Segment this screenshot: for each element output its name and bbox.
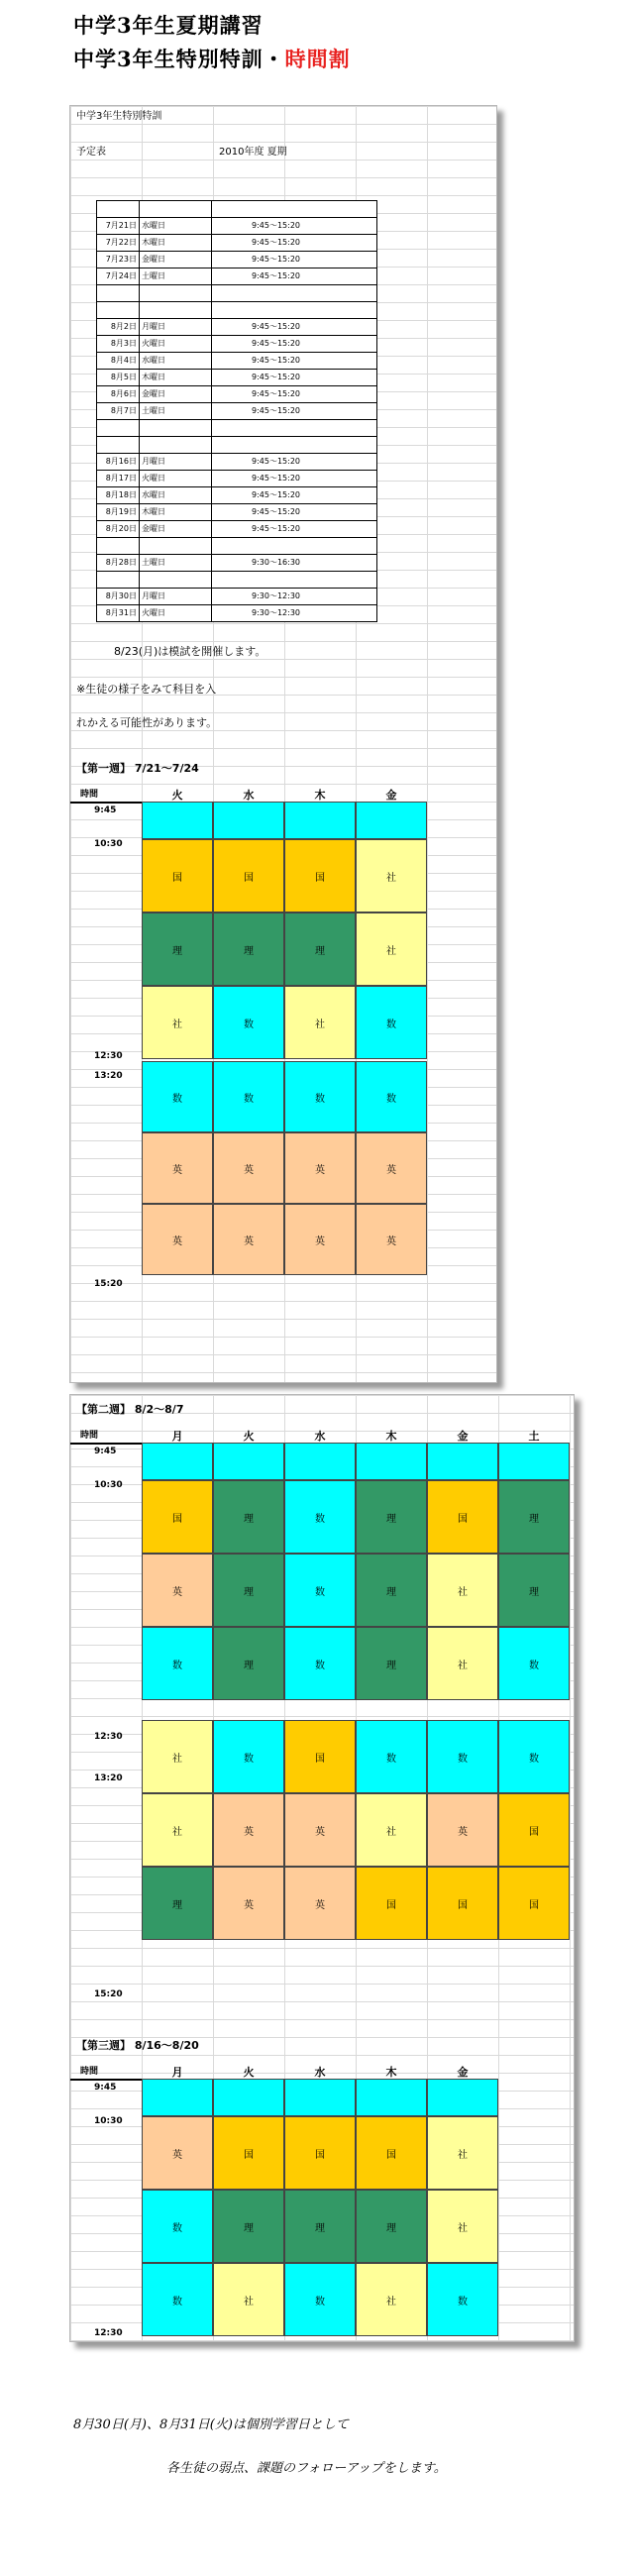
schedule-row <box>97 336 377 353</box>
day-header: 金 <box>385 789 397 802</box>
subject-cell: 理 <box>213 1480 284 1554</box>
schedule-date: 8月18日 <box>97 487 140 504</box>
subject-cell: 国 <box>284 839 356 912</box>
time-label: 9:45 <box>94 2083 117 2093</box>
schedule-day: 火曜日 <box>140 471 212 487</box>
subject-cell: 社 <box>427 2116 498 2190</box>
schedule-row <box>97 201 377 218</box>
week2-timetable <box>70 1395 574 2009</box>
schedule-date <box>97 302 140 319</box>
subject-cell: 理 <box>284 2190 356 2263</box>
schedule-row <box>97 437 377 454</box>
time-label: 12:30 <box>94 1051 123 1061</box>
schedule-time <box>212 302 377 319</box>
time-label: 15:20 <box>94 1279 123 1289</box>
subject-cell: 数 <box>142 1061 213 1132</box>
subject-cell: 英 <box>142 1204 213 1275</box>
subject-cell: 英 <box>427 1793 498 1867</box>
subject-cell: 理 <box>142 912 213 986</box>
schedule-date: 8月30日 <box>97 589 140 605</box>
header-title-2-main: 中学3年生特別特訓・ <box>73 47 285 71</box>
subject-cell: 理 <box>356 1627 427 1700</box>
schedule-time: 9:30〜16:30 <box>212 555 377 572</box>
schedule-day <box>140 302 212 319</box>
subject-cell: 国 <box>356 1867 427 1940</box>
schedule-time: 9:45〜15:20 <box>212 235 377 252</box>
schedule-time: 9:30〜12:30 <box>212 589 377 605</box>
schedule-row <box>97 521 377 538</box>
schedule-row <box>97 403 377 420</box>
subject-cell: 英 <box>213 1132 284 1204</box>
footer-line-1: 8月30日(月)、8月31日(火)は個別学習日として <box>73 2417 349 2432</box>
subject-cell: 理 <box>213 2190 284 2263</box>
subject-cell: 数 <box>356 1720 427 1793</box>
schedule-time: 9:45〜15:20 <box>212 521 377 538</box>
schedule-date: 7月24日 <box>97 268 140 285</box>
subject-cell: 英 <box>284 1793 356 1867</box>
week-title: 【第二週】 8/2〜8/7 <box>76 1403 184 1416</box>
subject-cell: 国 <box>142 1480 213 1554</box>
time-label: 10:30 <box>94 839 123 849</box>
schedule-table <box>96 200 377 622</box>
subject-cell <box>284 2079 356 2116</box>
day-header: 月 <box>171 2066 183 2079</box>
time-label: 13:20 <box>94 1773 123 1783</box>
schedule-day: 月曜日 <box>140 319 212 336</box>
schedule-date: 8月31日 <box>97 605 140 622</box>
schedule-date: 8月5日 <box>97 370 140 386</box>
subject-cell: 英 <box>284 1867 356 1940</box>
schedule-time <box>212 572 377 589</box>
subject-cell <box>213 2079 284 2116</box>
subject-cell: 理 <box>498 1480 570 1554</box>
schedule-day: 木曜日 <box>140 504 212 521</box>
day-header: 木 <box>385 2066 397 2079</box>
subject-cell: 理 <box>498 1554 570 1627</box>
subject-cell: 社 <box>427 2190 498 2263</box>
subject-cell: 国 <box>284 1720 356 1793</box>
schedule-date: 8月17日 <box>97 471 140 487</box>
schedule-date: 8月6日 <box>97 386 140 403</box>
schedule-date: 7月21日 <box>97 218 140 235</box>
subject-cell: 社 <box>142 1720 213 1793</box>
note-exam: 8/23(月)は模試を開催します。 <box>114 645 266 658</box>
plan-year: 2010年度 夏期 <box>219 147 287 158</box>
schedule-date: 7月22日 <box>97 235 140 252</box>
subject-cell: 数 <box>213 1720 284 1793</box>
schedule-time: 9:45〜15:20 <box>212 403 377 420</box>
time-header: 時間 <box>80 790 99 800</box>
subject-cell: 数 <box>498 1720 570 1793</box>
subject-cell <box>427 2079 498 2116</box>
subject-cell: 理 <box>213 1554 284 1627</box>
note-change-2: れかえる可能性があります。 <box>76 716 218 729</box>
schedule-day: 金曜日 <box>140 386 212 403</box>
schedule-row <box>97 285 377 302</box>
schedule-date: 7月23日 <box>97 252 140 268</box>
subject-cell: 数 <box>142 2263 213 2336</box>
subject-cell: 英 <box>142 2116 213 2190</box>
schedule-time: 9:45〜15:20 <box>212 504 377 521</box>
week-title: 【第三週】 8/16〜8/20 <box>76 2039 199 2052</box>
schedule-time: 9:45〜15:20 <box>212 386 377 403</box>
time-label: 10:30 <box>94 2116 123 2126</box>
subject-cell: 国 <box>427 1480 498 1554</box>
subject-cell <box>356 802 427 839</box>
subject-cell: 国 <box>427 1867 498 1940</box>
subject-cell: 国 <box>498 1793 570 1867</box>
plan-label: 予定表 <box>76 147 106 158</box>
schedule-time <box>212 201 377 218</box>
schedule-date <box>97 420 140 437</box>
day-header: 水 <box>243 789 255 802</box>
schedule-date: 8月7日 <box>97 403 140 420</box>
subject-cell: 数 <box>142 1627 213 1700</box>
subject-cell: 国 <box>142 839 213 912</box>
time-header: 時間 <box>80 1431 99 1441</box>
schedule-time: 9:45〜15:20 <box>212 268 377 285</box>
schedule-time: 9:45〜15:20 <box>212 336 377 353</box>
schedule-day: 水曜日 <box>140 487 212 504</box>
subject-cell: 数 <box>142 2190 213 2263</box>
schedule-row <box>97 589 377 605</box>
timetable-sheet-2 <box>69 1394 575 2342</box>
schedule-time <box>212 420 377 437</box>
schedule-row <box>97 471 377 487</box>
schedule-row <box>97 218 377 235</box>
subject-cell: 国 <box>284 2116 356 2190</box>
schedule-day: 金曜日 <box>140 521 212 538</box>
schedule-day: 金曜日 <box>140 252 212 268</box>
subject-cell <box>498 1443 570 1480</box>
subject-cell: 英 <box>213 1793 284 1867</box>
subject-cell: 国 <box>498 1867 570 1940</box>
schedule-day <box>140 285 212 302</box>
time-label: 13:20 <box>94 1071 123 1081</box>
subject-cell: 社 <box>427 1554 498 1627</box>
time-label: 15:20 <box>94 1989 123 1999</box>
schedule-time: 9:45〜15:20 <box>212 454 377 471</box>
subject-cell: 社 <box>356 839 427 912</box>
day-header: 水 <box>314 2066 326 2079</box>
subject-cell: 社 <box>213 2263 284 2336</box>
schedule-date <box>97 201 140 218</box>
time-label: 9:45 <box>94 805 117 815</box>
subject-cell: 英 <box>142 1132 213 1204</box>
day-header: 火 <box>243 2066 255 2079</box>
schedule-day <box>140 572 212 589</box>
schedule-row <box>97 605 377 622</box>
note-change-1: ※生徒の様子をみて科目を入 <box>76 683 217 696</box>
week3-timetable <box>70 2031 574 2341</box>
day-header: 水 <box>314 1430 326 1443</box>
schedule-row <box>97 386 377 403</box>
subject-cell: 数 <box>284 1554 356 1627</box>
day-header: 木 <box>385 1430 397 1443</box>
schedule-time: 9:45〜15:20 <box>212 370 377 386</box>
time-label: 12:30 <box>94 2328 123 2338</box>
subject-cell <box>284 1443 356 1480</box>
schedule-time: 9:45〜15:20 <box>212 487 377 504</box>
subject-cell: 社 <box>356 1793 427 1867</box>
subject-cell: 英 <box>213 1867 284 1940</box>
schedule-date <box>97 572 140 589</box>
subject-cell <box>427 1443 498 1480</box>
schedule-row <box>97 572 377 589</box>
subject-cell: 数 <box>356 1061 427 1132</box>
time-label: 10:30 <box>94 1480 123 1490</box>
schedule-date: 8月28日 <box>97 555 140 572</box>
subject-cell: 社 <box>142 1793 213 1867</box>
schedule-time: 9:45〜15:20 <box>212 252 377 268</box>
schedule-row <box>97 252 377 268</box>
day-header: 金 <box>457 1430 469 1443</box>
subject-cell: 数 <box>284 1627 356 1700</box>
subject-cell: 数 <box>284 2263 356 2336</box>
schedule-day: 土曜日 <box>140 555 212 572</box>
schedule-day: 火曜日 <box>140 336 212 353</box>
schedule-row <box>97 454 377 471</box>
subject-cell: 社 <box>427 1627 498 1700</box>
footer-line-2: 各生徒の弱点、課題のフォローアップをします。 <box>166 2461 447 2476</box>
subject-cell: 数 <box>498 1627 570 1700</box>
subject-cell: 社 <box>142 986 213 1059</box>
subject-cell: 英 <box>213 1204 284 1275</box>
schedule-row <box>97 555 377 572</box>
subject-cell <box>213 1443 284 1480</box>
subject-cell: 英 <box>142 1554 213 1627</box>
day-header: 火 <box>171 789 183 802</box>
schedule-date <box>97 437 140 454</box>
schedule-time <box>212 285 377 302</box>
schedule-date <box>97 285 140 302</box>
schedule-day <box>140 538 212 555</box>
subject-cell <box>142 1443 213 1480</box>
subject-cell: 国 <box>213 839 284 912</box>
subject-cell: 理 <box>356 1554 427 1627</box>
schedule-row <box>97 538 377 555</box>
schedule-time: 9:45〜15:20 <box>212 319 377 336</box>
schedule-row <box>97 370 377 386</box>
schedule-sheet <box>69 105 497 1383</box>
schedule-day: 土曜日 <box>140 403 212 420</box>
schedule-row <box>97 420 377 437</box>
schedule-date: 8月16日 <box>97 454 140 471</box>
subject-cell: 理 <box>356 2190 427 2263</box>
subject-cell: 数 <box>284 1480 356 1554</box>
schedule-time: 9:45〜15:20 <box>212 353 377 370</box>
subject-cell: 理 <box>213 1627 284 1700</box>
schedule-row <box>97 235 377 252</box>
schedule-row <box>97 504 377 521</box>
schedule-day: 月曜日 <box>140 454 212 471</box>
schedule-day: 火曜日 <box>140 605 212 622</box>
subject-cell: 理 <box>284 912 356 986</box>
subject-cell <box>284 802 356 839</box>
header-title-2-red: 時間割 <box>284 47 351 71</box>
subject-cell: 英 <box>356 1132 427 1204</box>
schedule-date: 8月19日 <box>97 504 140 521</box>
week-title: 【第一週】 7/21〜7/24 <box>76 762 199 775</box>
schedule-time: 9:45〜15:20 <box>212 218 377 235</box>
schedule-day: 月曜日 <box>140 589 212 605</box>
schedule-day <box>140 201 212 218</box>
subject-cell <box>356 1443 427 1480</box>
header-title-1: 中学3年生夏期講習 <box>73 13 264 38</box>
schedule-time <box>212 437 377 454</box>
schedule-date: 8月4日 <box>97 353 140 370</box>
subject-cell: 国 <box>356 2116 427 2190</box>
schedule-date <box>97 538 140 555</box>
header-title-2 <box>73 44 351 73</box>
subject-cell: 国 <box>213 2116 284 2190</box>
schedule-day: 木曜日 <box>140 370 212 386</box>
subject-cell <box>142 802 213 839</box>
subject-cell <box>213 802 284 839</box>
subject-cell: 社 <box>284 986 356 1059</box>
schedule-time <box>212 538 377 555</box>
schedule-row <box>97 319 377 336</box>
schedule-date: 8月3日 <box>97 336 140 353</box>
schedule-day <box>140 437 212 454</box>
schedule-row <box>97 487 377 504</box>
subject-cell: 数 <box>427 2263 498 2336</box>
day-header: 土 <box>528 1430 540 1443</box>
time-label: 12:30 <box>94 1732 123 1742</box>
subject-cell: 英 <box>284 1204 356 1275</box>
subject-cell: 数 <box>213 1061 284 1132</box>
schedule-day <box>140 420 212 437</box>
schedule-day: 木曜日 <box>140 235 212 252</box>
time-label: 9:45 <box>94 1447 117 1456</box>
schedule-date: 8月20日 <box>97 521 140 538</box>
subject-cell: 数 <box>213 986 284 1059</box>
subject-cell: 英 <box>284 1132 356 1204</box>
subject-cell: 理 <box>213 912 284 986</box>
time-header: 時間 <box>80 2067 99 2077</box>
subject-cell <box>142 2079 213 2116</box>
subject-cell: 理 <box>142 1867 213 1940</box>
day-header: 月 <box>171 1430 183 1443</box>
subject-cell: 数 <box>427 1720 498 1793</box>
subject-cell: 英 <box>356 1204 427 1275</box>
subject-cell: 理 <box>356 1480 427 1554</box>
subject-cell: 社 <box>356 2263 427 2336</box>
schedule-date: 8月2日 <box>97 319 140 336</box>
subject-cell: 数 <box>356 986 427 1059</box>
schedule-time: 9:30〜12:30 <box>212 605 377 622</box>
schedule-day: 土曜日 <box>140 268 212 285</box>
schedule-row <box>97 353 377 370</box>
sheet-title: 中学3年生特別特訓 <box>76 111 162 122</box>
schedule-row <box>97 302 377 319</box>
subject-cell: 社 <box>356 912 427 986</box>
subject-cell: 数 <box>284 1061 356 1132</box>
schedule-time: 9:45〜15:20 <box>212 471 377 487</box>
schedule-day: 水曜日 <box>140 353 212 370</box>
schedule-row <box>97 268 377 285</box>
schedule-day: 水曜日 <box>140 218 212 235</box>
subject-cell <box>356 2079 427 2116</box>
week1-timetable <box>70 754 496 1382</box>
day-header: 火 <box>243 1430 255 1443</box>
day-header: 木 <box>314 789 326 802</box>
day-header: 金 <box>457 2066 469 2079</box>
